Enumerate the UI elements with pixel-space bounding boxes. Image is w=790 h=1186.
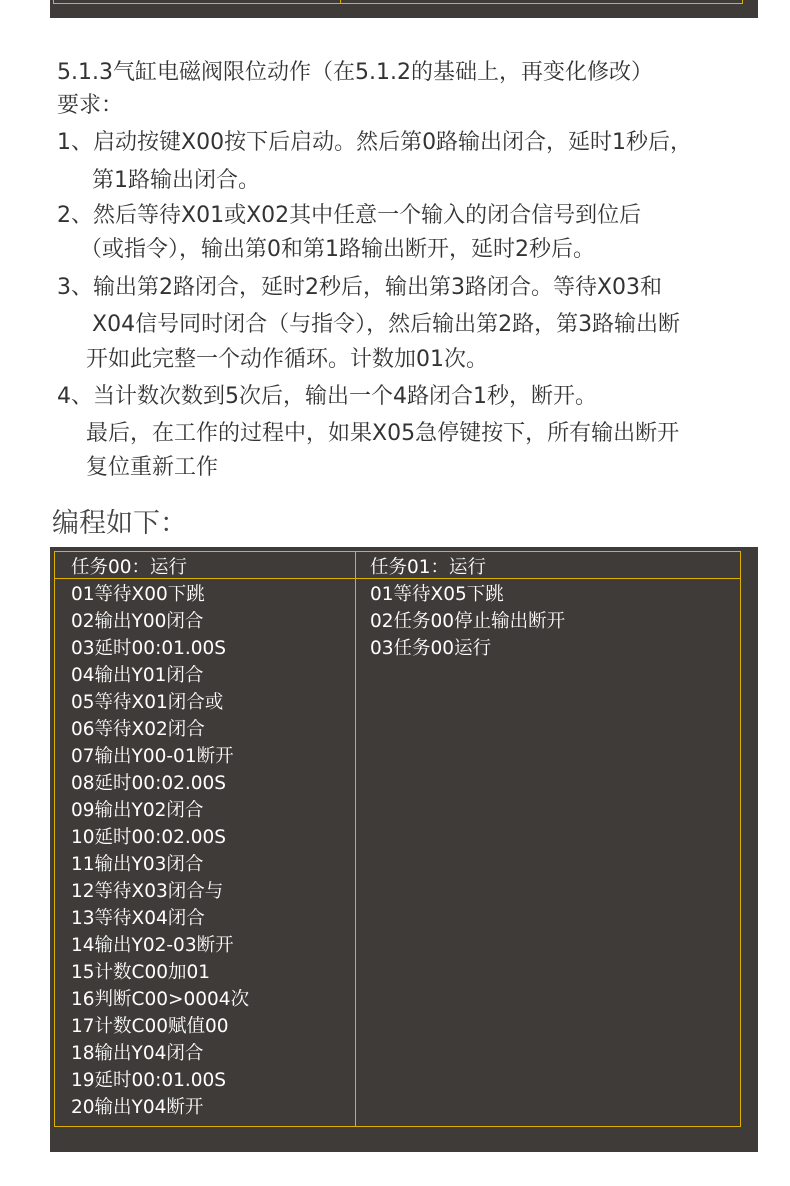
program-table (54, 551, 741, 1127)
table-row: 09输出Y02闭合 (71, 800, 204, 821)
task-01-column (370, 556, 565, 662)
requirement-2-line-2: （或指令），输出第0和第1路输出断开，延时2秒后。 (80, 237, 595, 262)
table-row: 05等待X01闭合或 (71, 692, 224, 713)
previous-table-bottom (50, 0, 758, 18)
table-row: 02任务00停止输出断开 (370, 611, 566, 632)
requirement-1-line-2: 第1路输出闭合。 (92, 168, 260, 193)
table-row: 10延时00:02.00S (71, 827, 227, 848)
table-row: 15计数C00加01 (71, 962, 211, 983)
section-heading: 5.1.3气缸电磁阀限位动作（在5.1.2的基础上，再变化修改） (57, 60, 653, 85)
table-row: 17计数C00赋值00 (71, 1016, 229, 1037)
table-row: 03延时00:01.00S (71, 638, 227, 659)
table-row: 07输出Y00-01断开 (71, 746, 234, 767)
requirement-3-line-2: X04信号同时闭合（与指令），然后输出第2路，第3路输出断 (92, 312, 681, 337)
column-divider (355, 552, 356, 1126)
table-row: 01等待X00下跳 (71, 584, 205, 605)
table-row: 14输出Y02-03断开 (71, 935, 234, 956)
requirement-1-line-1: 1、启动按键X00按下后启动。然后第0路输出闭合，延时1秒后， (57, 130, 693, 155)
program-table-panel (50, 547, 758, 1152)
previous-table-frame (53, 0, 743, 4)
table-row: 04输出Y01闭合 (71, 665, 204, 686)
requirement-4-line-1: 4、当计数次数到5次后，输出一个4路闭合1秒，断开。 (57, 384, 597, 409)
requirement-3-line-3: 开如此完整一个动作循环。计数加01次。 (86, 347, 488, 372)
table-row: 12等待X03闭合与 (71, 881, 224, 902)
task-00-column (71, 556, 249, 1121)
requirements-label: 要求： (57, 93, 124, 118)
table-row: 19延时00:01.00S (71, 1070, 227, 1091)
task-00-header: 任务00：运行 (71, 557, 188, 578)
table-row: 08延时00:02.00S (71, 773, 227, 794)
table-row: 01等待X05下跳 (370, 584, 504, 605)
table-row: 11输出Y03闭合 (71, 854, 204, 875)
requirement-4-line-2: 最后，在工作的过程中，如果X05急停键按下，所有输出断开 (86, 421, 680, 446)
program-section-title: 编程如下： (52, 508, 187, 539)
previous-table-divider (340, 0, 341, 4)
table-row: 20输出Y04断开 (71, 1097, 204, 1118)
table-row: 16判断C00>0004次 (71, 989, 250, 1010)
requirement-2-line-1: 2、然后等待X01或X02其中任意一个输入的闭合信号到位后 (57, 203, 642, 228)
task-01-header: 任务01：运行 (370, 557, 487, 578)
table-row: 03任务00运行 (370, 638, 492, 659)
table-row: 02输出Y00闭合 (71, 611, 204, 632)
table-row: 06等待X02闭合 (71, 719, 205, 740)
table-row: 13等待X04闭合 (71, 908, 205, 929)
requirement-4-line-3: 复位重新工作 (86, 455, 219, 480)
requirement-3-line-1: 3、输出第2路闭合，延时2秒后，输出第3路闭合。等待X03和 (57, 275, 663, 300)
table-row: 18输出Y04闭合 (71, 1043, 204, 1064)
